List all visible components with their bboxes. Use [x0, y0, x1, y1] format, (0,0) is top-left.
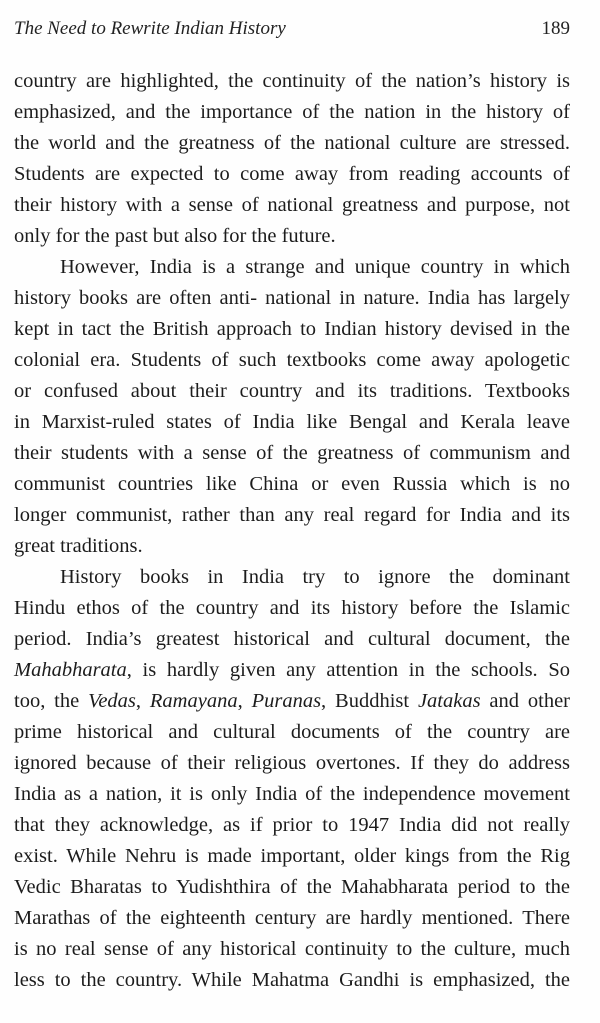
text-line: less to the country. While Mahatma Gandhi is emphasized, the	[14, 969, 570, 991]
italic-title: Vedas	[88, 690, 136, 712]
text-line: their students with a sense of the greatness of communism and	[14, 442, 570, 464]
text-line: great traditions.	[14, 535, 143, 557]
line-segment: ,	[237, 690, 252, 712]
text-line	[14, 655, 570, 686]
text-line: country are highlighted, the continuity of the nation’s history is	[14, 70, 570, 92]
text-line: their history with a sense of national greatness and purpose, not	[14, 194, 570, 216]
text-line: period. India’s greatest historical and cultural document, the	[14, 628, 570, 650]
text-line: that they acknowledge, as if prior to 1947 India did not really	[14, 814, 570, 836]
page-number: 189	[541, 18, 570, 39]
text-line	[14, 686, 570, 717]
line-segment: and other	[480, 690, 570, 712]
text-line: history books are often anti- national in nature. India has largely	[14, 287, 570, 309]
italic-title: Jatakas	[417, 690, 481, 712]
running-header	[14, 16, 570, 42]
text-line: longer communist, rather than any real regard for India and its	[14, 504, 570, 526]
text-line: communist countries like China or even Russia which is no	[14, 473, 570, 495]
text-line: However, India is a strange and unique country in which	[60, 256, 570, 278]
text-line: in Marxist-ruled states of India like Bengal and Kerala leave	[14, 411, 570, 433]
text-line: Vedic Bharatas to Yudishthira of the Mahabharata period to the	[14, 876, 570, 898]
line-segment: , is hardly given any attention in the schools. So	[126, 659, 570, 681]
body-text	[14, 66, 570, 996]
line-segment: , Buddhist	[321, 690, 418, 712]
italic-title: Mahabharata	[14, 659, 127, 681]
text-line: emphasized, and the importance of the nation in the history of	[14, 101, 570, 123]
text-line: colonial era. Students of such textbooks come away apologetic	[14, 349, 570, 371]
text-line: ignored because of their religious overtones. If they do address	[14, 752, 570, 774]
text-line: only for the past but also for the future.	[14, 225, 336, 247]
line-segment: ,	[135, 690, 150, 712]
text-line: prime historical and cultural documents of the country are	[14, 721, 570, 743]
text-line: Hindu ethos of the country and its history before the Islamic	[14, 597, 570, 619]
text-line: Students are expected to come away from reading accounts of	[14, 163, 570, 185]
running-title: The Need to Rewrite Indian History	[14, 18, 286, 39]
text-line: is no real sense of any historical continuity to the culture, much	[14, 938, 570, 960]
text-line: India as a nation, it is only India of the independence movement	[14, 783, 570, 805]
text-line: exist. While Nehru is made important, older kings from the Rig	[14, 845, 570, 867]
text-line: Marathas of the eighteenth century are hardly mentioned. There	[14, 907, 570, 929]
text-line: the world and the greatness of the national culture are stressed.	[14, 132, 570, 154]
text-line: kept in tact the British approach to Indian history devised in the	[14, 318, 570, 340]
line-segment: too, the	[14, 690, 89, 712]
text-line: or confused about their country and its traditions. Textbooks	[14, 380, 570, 402]
italic-title: Puranas	[251, 690, 322, 712]
text-line: History books in India try to ignore the dominant	[60, 566, 570, 588]
italic-title: Ramayana	[149, 690, 238, 712]
